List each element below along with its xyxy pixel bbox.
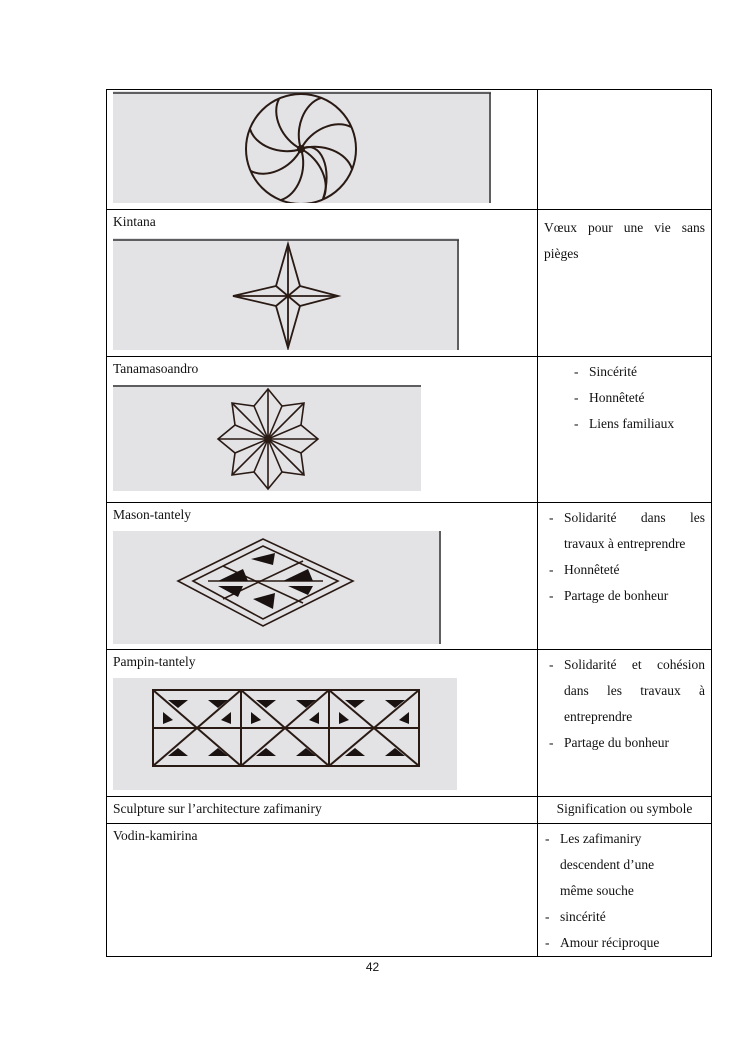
- table-row: [107, 650, 712, 797]
- section-header-left: [107, 797, 538, 824]
- table-row: [107, 210, 712, 357]
- tanamasoandro-photo: [113, 385, 421, 491]
- meaning-item: - Sincérité: [544, 359, 705, 385]
- motif-cell: [107, 210, 538, 357]
- section-header-text: Sculpture sur l’architecture zafimaniry: [113, 801, 322, 816]
- meaning-cell: [538, 503, 712, 650]
- meaning-item: - Solidarité dans les travaux à entreprendre: [544, 505, 705, 557]
- meaning-cell: [538, 824, 712, 957]
- meaning-item: - Solidarité et cohésion dans les travaux à entreprendre: [544, 652, 705, 730]
- motif-label: Kintana: [113, 214, 156, 229]
- table-row: [107, 90, 712, 210]
- meaning-item: - Les zafimaniry descendent d’une même souche: [540, 826, 705, 904]
- motif-label: Vodin-kamirina: [113, 828, 198, 843]
- meaning-list: [538, 650, 711, 756]
- page-number: 42: [365, 960, 380, 974]
- motif-cell: [107, 650, 538, 797]
- motif-cell: [107, 90, 538, 210]
- section-header-row: [107, 797, 712, 824]
- motif-label: Tanamasoandro: [113, 361, 199, 376]
- motif-label: Mason-tantely: [113, 507, 191, 522]
- meaning-item: - Honnêteté: [544, 557, 705, 583]
- meaning-list: [538, 824, 711, 956]
- meaning-list: [538, 357, 711, 437]
- meaning-item: - Liens familiaux: [544, 411, 705, 437]
- rosette-photo: [113, 91, 491, 203]
- motif-label: Pampin-tantely: [113, 654, 196, 669]
- motif-cell: [107, 503, 538, 650]
- section-header-text: Signification ou symbole: [556, 801, 693, 816]
- meaning-item: - Honnêteté: [544, 385, 705, 411]
- motif-table: [106, 89, 712, 957]
- meaning-list: [538, 503, 711, 609]
- kintana-photo: [113, 238, 459, 350]
- mason-tantely-photo: [113, 531, 441, 644]
- meaning-cell: [538, 210, 712, 357]
- section-header-right: [538, 797, 712, 824]
- meaning-item: - Partage de bonheur: [544, 583, 705, 609]
- meaning-cell: [538, 357, 712, 503]
- table-row: [107, 357, 712, 503]
- meaning-cell: [538, 90, 712, 210]
- meaning-cell: [538, 650, 712, 797]
- meaning-item: - Partage du bonheur: [544, 730, 705, 756]
- meaning-text: Vœux pour une vie sans pièges: [544, 220, 705, 261]
- motif-cell: [107, 824, 538, 957]
- pampin-tantely-photo: [113, 678, 457, 790]
- table-row: [107, 824, 712, 957]
- meaning-item: - sincérité: [540, 904, 705, 930]
- table-row: [107, 503, 712, 650]
- meaning-item: - Amour réciproque: [540, 930, 705, 956]
- motif-cell: [107, 357, 538, 503]
